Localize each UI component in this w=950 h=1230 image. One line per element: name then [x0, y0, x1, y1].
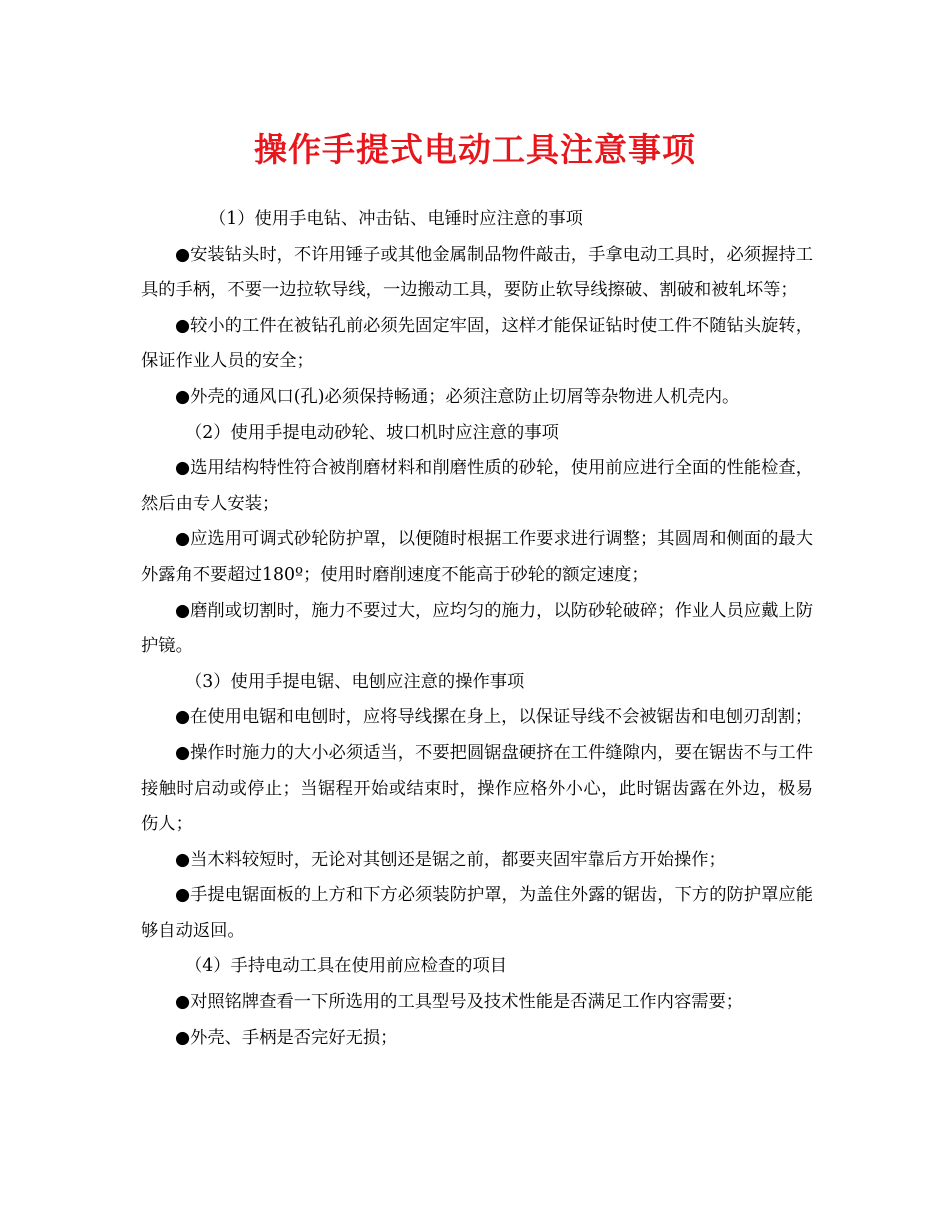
bullet-paragraph: ●手提电锯面板的上方和下方必须装防护罩，为盖住外露的锯齿，下方的防护罩应能够自动返回。	[141, 885, 813, 941]
bullet-paragraph: ●外壳的通风口(孔)必须保持畅通；必须注意防止切屑等杂物进人机壳内。	[175, 386, 740, 407]
bullet-paragraph: ●安装钻头时，不许用锤子或其他金属制品物件敲击，手拿电动工具时，必须握持工具的手柄，不要一边拉软导线，一边搬动工具，要防止软导线擦破、割破和被轧坏等；	[141, 244, 813, 301]
bullet-paragraph: ●应选用可调式砂轮防护罩，以便随时根据工作要求进行调整；其圆周和侧面的最大外露角不要超过180º；使用时磨削速度不能高于砂轮的额定速度；	[141, 529, 813, 585]
bullet-paragraph: ●操作时施力的大小必须适当，不要把圆锯盘硬挤在工件缝隙内，要在锯齿不与工件接触时启动或停止；当锯程开始或结束时，操作应格外小心，此时锯齿露在外边，极易伤人；	[141, 742, 813, 835]
bullet-paragraph: ●对照铭牌查看一下所选用的工具型号及技术性能是否满足工作内容需要；	[175, 992, 744, 1013]
document-title: 操作手提式电动工具注意事项	[254, 130, 696, 169]
bullet-paragraph: ●在使用电锯和电刨时，应将导线摞在身上，以保证导线不会被锯齿和电刨刃刮割；	[175, 707, 813, 728]
section-heading-2: （2）使用手提电动砂轮、坡口机时应注意的事项	[185, 422, 559, 443]
section-heading-3: （3）使用手提电锯、电刨应注意的操作事项	[185, 671, 525, 692]
section-heading-4: （4）手持电动工具在使用前应检查的项目	[185, 956, 508, 977]
bullet-paragraph: ●外壳、手柄是否完好无损；	[175, 1027, 398, 1048]
document-body	[141, 202, 813, 1056]
bullet-paragraph: ●磨削或切割时，施力不要过大，应均匀的施力，以防砂轮破碎；作业人员应戴上防护镜。	[141, 600, 813, 657]
bullet-paragraph: ●较小的工件在被钻孔前必须先固定牢固，这样才能保证钻时使工件不随钻头旋转，保证作业人员的安全；	[141, 315, 813, 372]
section-heading-1: （1）使用手电钻、冲击钻、电锤时应注意的事项	[209, 209, 583, 229]
bullet-paragraph: ●选用结构特性符合被削磨材料和削磨性质的砂轮，使用前应进行全面的性能检查，然后由专人安装；	[141, 458, 813, 514]
bullet-paragraph: ●当木料较短时，无论对其刨还是锯之前，都要夹固牢靠后方开始操作；	[175, 849, 726, 870]
